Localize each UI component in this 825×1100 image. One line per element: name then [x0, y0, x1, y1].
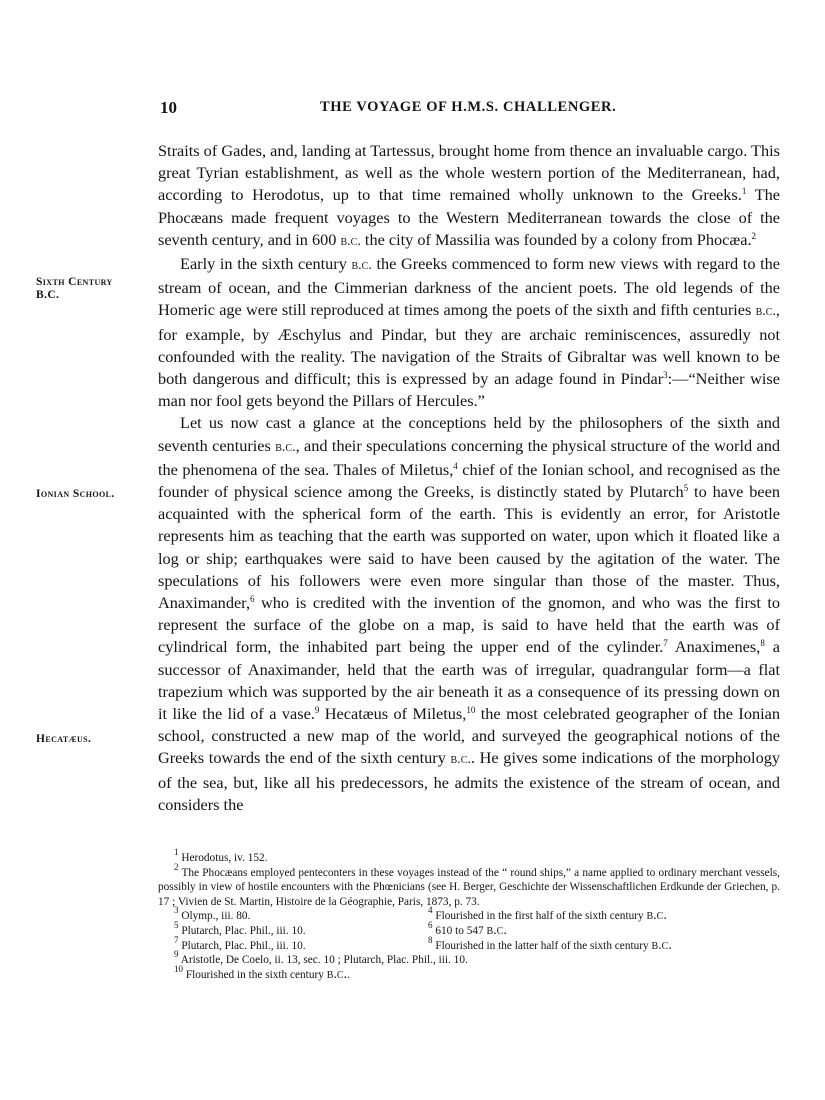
footnote-row	[158, 934, 780, 954]
footnote	[158, 905, 428, 924]
text-run: a successor of Anaximander, held that the earth was of irregular, quadrangular form—a flat trapezium which was supported by the air beneath it as a consequence of its pressing down on it like the lid of a vase.	[158, 637, 780, 724]
footnote	[158, 949, 780, 968]
footnote-ref: 2	[751, 230, 757, 241]
footnote-ref: 3	[663, 370, 668, 381]
text-run: to have been acquainted with the spherical form of the earth. This is evidently an error, for Aristotle represents him as teaching that the earth was supported on water, upon which it floated like a log or ship; earthquakes were said to have been caused by the agitation of the water. The speculations of his followers were even more singular than those of the master. Thus, Anaximander,	[158, 482, 780, 613]
text-run: :—“Neither wise man nor fool gets beyond the Pillars of Hercules.”	[158, 369, 780, 411]
abbreviation-bc: b.c.	[486, 922, 507, 938]
paragraph	[158, 253, 780, 412]
margin-note-line: Sixth Century	[36, 276, 113, 288]
abbreviation-bc: b.c.	[651, 937, 672, 953]
page-header	[160, 98, 780, 122]
footnote-text: Flourished in the first half of the sixth century	[435, 910, 647, 923]
running-title: THE VOYAGE OF H.M.S. CHALLENGER.	[320, 99, 617, 115]
text-run: , for example, by Æschylus and Pindar, but they are archaic reminiscences, assuredly not confounded with the reality. The navigation of the Straits of Gibraltar was well known to be both dangerous and difficult; this is expressed by an adage found in Pindar	[158, 300, 780, 389]
footnote-number: 1	[174, 847, 179, 857]
footnote	[428, 919, 778, 939]
text-run: The Phocæans made frequent voyages to the Western Mediterranean towards the close of the seventh century, and in 600	[158, 185, 780, 249]
footnote-text: Olymp., iii. 80.	[181, 910, 251, 923]
abbreviation-bc: b.c.	[646, 908, 667, 924]
footnote-number: 2	[174, 861, 179, 872]
paragraph	[158, 140, 780, 253]
abbreviation-bc: b.c.	[326, 966, 348, 982]
footnote	[158, 847, 780, 866]
footnote-text: Plutarch, Plac. Phil., iii. 10.	[181, 939, 306, 952]
text-run: Early in the sixth century	[180, 254, 352, 274]
footnote-row	[158, 919, 780, 939]
abbreviation-bc: b.c.	[351, 258, 372, 274]
footnote-ref: 8	[760, 638, 765, 649]
footnote-number: 4	[428, 905, 433, 916]
margin-note-line: B.C.	[36, 289, 60, 301]
footnote-ref: 5	[683, 483, 689, 494]
text-run: who is credited with the invention of the gnomon, and who was the first to represent the surface of the globe on a map, is said to have held that the earth was of cylindrical form, the inhabited part being the upper end of the cylinder.	[158, 593, 780, 657]
text-run: Let us now cast a glance at the conceptions held by the philosophers of the sixth and seventh centuries	[158, 413, 780, 455]
footnote-number: 3	[174, 905, 179, 916]
footnote-text: .	[347, 968, 350, 981]
abbreviation-bc: b.c.	[755, 304, 776, 320]
abbreviation-bc: b.c.	[340, 233, 361, 249]
text-run: chief of the Ionian school, and recognised as the founder of physical science among the Greeks, is distinctly stated by Plutarch	[158, 459, 781, 502]
footnote	[158, 919, 428, 939]
footnote-ref: 9	[314, 705, 320, 716]
text-run: Hecatæus of Miletus,	[319, 704, 467, 724]
footnote-row	[158, 905, 780, 924]
footnote-number: 6	[428, 919, 433, 930]
margin-note-ionian-school: Ionian School.	[36, 488, 115, 500]
text-run: the Greeks commenced to form new views with regard to the stream of ocean, and the Cimmerian darkness of the ancient poets. The old legends of the Homeric age were still reproduced at times among the poets of the sixth and fifth centuries	[158, 254, 780, 320]
footnote	[428, 905, 778, 924]
margin-note-sixth-century	[36, 276, 113, 302]
footnote-text: Herodotus, iv. 152.	[181, 852, 268, 864]
text-run: , and their speculations concerning the physical structure of the world and the phenomena of the sea. Thales of Miletus,	[158, 435, 780, 479]
footnote-number: 7	[174, 934, 179, 945]
footnote-number: 8	[428, 934, 433, 945]
text-run: Anaximenes,	[667, 637, 761, 657]
paragraph	[158, 412, 780, 816]
footnote-ref: 4	[453, 460, 458, 471]
footnote-number: 9	[174, 949, 179, 960]
footnote-text: Flourished in the sixth century	[185, 968, 327, 981]
footnote	[158, 934, 428, 954]
footnote-ref: 1	[741, 186, 747, 197]
footnote-text: Aristotle, De Coelo, ii. 13, sec. 10 ; Plutarch, Plac. Phil., iii. 10.	[180, 954, 468, 967]
footnote	[158, 861, 780, 910]
footnotes	[158, 847, 780, 982]
footnote-number: 10	[174, 963, 183, 974]
footnote-text: Flourished in the latter half of the sixth century	[435, 939, 652, 952]
footnote-ref: 7	[663, 638, 668, 649]
footnote-text: The Phocæans employed penteconters in these voyages instead of the “ round ships,” a name applied to ordinary merchant vessels, possibly in view of hostile encounters with the Phœnicians (see H. Berger, Geschichte der Wissenschaftlichen Erdkunde der Griechen, p. 17 ; Vivien de St. Martin, Histoire de la Géographie, Paris, 1873, p. 73.	[158, 866, 780, 908]
footnote-text: 610 to 547	[435, 924, 487, 937]
abbreviation-bc: b.c.	[275, 439, 296, 455]
text-run: . He gives some indications of the morphology of the sea, but, like all his predecessors, he admits the existence of the stream of ocean, and considers the	[158, 748, 780, 814]
footnote	[158, 963, 780, 983]
text-run: the city of Massilia was founded by a colony from Phocæa.	[360, 229, 752, 249]
footnote-number: 5	[174, 919, 179, 930]
footnote-text: Plutarch, Plac. Phil., iii. 10.	[181, 924, 306, 937]
abbreviation-bc: b.c.	[450, 752, 471, 768]
footnote-ref: 10	[466, 705, 476, 716]
text-run: the most celebrated geographer of the Ionian school, constructed a new map of the world, and surveyed the geographical notions of the Greeks towards the end of the sixth century	[158, 704, 781, 768]
body-text	[158, 140, 780, 816]
footnote	[428, 934, 778, 954]
text-run: Straits of Gades, and, landing at Tartessus, brought home from thence an invaluable cargo. This great Tyrian establishment, as well as the whole western portion of the Mediterranean, had, according to Herodotus, up to that time remained wholly unknown to the Greeks.	[158, 141, 780, 205]
margin-note-hecataeus: Hecatæus.	[36, 733, 92, 745]
page-number: 10	[160, 98, 177, 117]
footnote-ref: 6	[250, 594, 255, 605]
